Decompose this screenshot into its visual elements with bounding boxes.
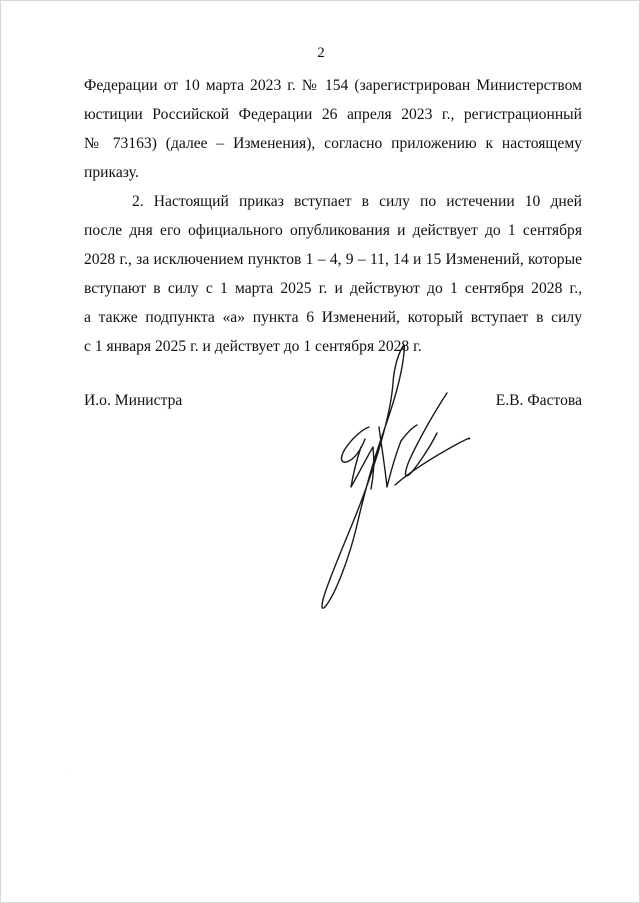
- paragraph-line: 2028 г., за исключением пунктов 1 – 4, 9 – 11, 14 и 15 Изменений, которые: [84, 251, 582, 268]
- paragraph-line: с 1 января 2025 г. и действует до 1 сентября 2028 г.: [84, 338, 422, 355]
- paragraph-line: а также подпункта «а» пункта 6 Изменений, который вступает в силу: [84, 309, 582, 326]
- signature-block: [84, 392, 582, 416]
- paragraph-line: после дня его официального опубликования и действует до 1 сентября: [84, 222, 582, 239]
- signer-title: И.о. Министра: [84, 392, 183, 409]
- paragraph-line: № 73163) (далее – Изменения), согласно приложению к настоящему: [84, 135, 582, 152]
- scan-artifact: [69, 774, 70, 775]
- paragraph-line: Федерации от 10 марта 2023 г. № 154 (зарегистрирован Министерством: [84, 77, 582, 94]
- paragraph-line: юстиции Российской Федерации 26 апреля 2023 г., регистрационный: [84, 106, 582, 123]
- paragraph-line: приказу.: [84, 164, 139, 181]
- paragraph-amendment-reference: [84, 71, 582, 187]
- paragraph-line: вступают в силу с 1 марта 2025 г. и действуют до 1 сентября 2028 г.,: [84, 280, 582, 297]
- handwritten-signature: [301, 341, 491, 631]
- paragraph-entry-into-force: [84, 187, 582, 361]
- paragraph-line: 2. Настоящий приказ вступает в силу по истечении 10 дней: [132, 193, 582, 210]
- signer-name: Е.В. Фастова: [495, 392, 582, 409]
- page-number: 2: [317, 45, 325, 61]
